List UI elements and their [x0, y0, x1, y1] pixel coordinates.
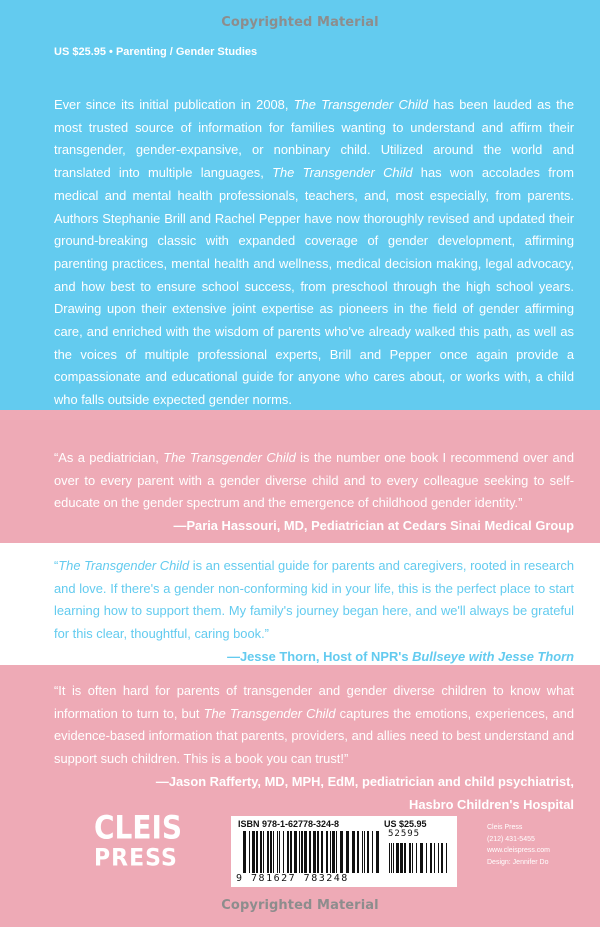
book-description [54, 94, 574, 412]
publisher-phone: (212) 431-5455 [487, 835, 535, 843]
quote-thorn [54, 555, 574, 669]
ean-digits: 9 781627 783248 [236, 873, 349, 884]
blurb-title-2: The Transgender Child [272, 165, 413, 181]
publisher-website: www.cleispress.com [487, 847, 551, 854]
watermark-top: Copyrighted Material [221, 15, 379, 30]
quote-text: “As a pediatrician, [54, 450, 164, 465]
blurb-text-1: Ever since its initial publication in 2008, [54, 97, 294, 112]
quote-text: is the number one book I recommend over and over to every parent with a gender diverse child and to every colleague seeking to self-educate on the gender spectrum and the emergence of childhood gender identity.” [54, 450, 574, 511]
blurb-text-3: has won accolades from medical and mental health professionals, teachers, and, most especially, from parents. Authors Stephanie Brill and Rachel Pepper have now thoroughly revised and updated their ground-breaking classic with expanded coverage of gender development, affirming parenting practices, mental health and wellness, medical decision making, legal advocacy, and how best to ensure school success, from preschool through the high school years. Drawing upon their extensive joint expertise as pioneers in the field of gender affirming care, and enriched with the wisdom of parents who've already walked this path, as well as the voices of multiple professional experts, Brill and Pepper once again provide a compassionate and educational guide for anyone who cares about, or works with, a child who falls outside expected gender norms. [54, 165, 574, 408]
logo-line-1: CLEIS [94, 808, 183, 847]
blurb-title-1: The Transgender Child [293, 97, 428, 112]
quote-text: “ [54, 558, 59, 573]
quote-text: “It is often hard for parents of transgender and gender diverse children to know what information to turn to, but [54, 683, 574, 721]
quote-hassouri [54, 447, 574, 538]
quote-rafferty [54, 680, 574, 816]
addon-digits: 52595 [388, 829, 421, 839]
quote-book-title: The Transgender Child [163, 450, 296, 465]
blurb-text-2: has been lauded as the most trusted source of information for families wanting to understand and affirm their transgender, gender-expansive, or nonbinary child. Utilized around the world and translated into multiple languages, [54, 97, 574, 181]
quote-attribution-line1: —Jason Rafferty, MD, MPH, EdM, pediatrician and child psychiatrist, [155, 773, 574, 789]
publisher-info [487, 822, 550, 868]
barcode-panel [231, 816, 457, 887]
attribution-show-title: Bullseye with Jesse Thorn [412, 648, 574, 664]
quote-book-title: The Transgender Child [58, 558, 190, 573]
cover-designer: Design: Jennifer Do [487, 858, 549, 866]
quote-book-title: The Transgender Child [203, 705, 336, 721]
price-category: US $25.95 • Parenting / Gender Studies [54, 46, 258, 58]
watermark-bottom: Copyrighted Material [221, 898, 379, 913]
attribution-text: —Jesse Thorn, Host of NPR's [227, 648, 413, 664]
cleis-press-logo [94, 808, 183, 878]
quote-text: captures the emotions, experiences, and evidence-based information that parents, providers, and allies need to best understand and support such children. This is a book you can trust!” [54, 705, 574, 767]
quote-attribution [54, 646, 574, 669]
publisher-name: Cleis Press [487, 824, 523, 831]
quote-attribution: —Paria Hassouri, MD, Pediatrician at Cedars Sinai Medical Group [173, 518, 574, 534]
logo-line-2: PRESS [94, 844, 178, 873]
barcode-price: US $25.95 [384, 819, 427, 829]
isbn-label: ISBN 978-1-62778-324-8 [238, 819, 340, 829]
quote-attribution-line2: Hasbro Children's Hospital [409, 796, 574, 812]
quote-text: is an essential guide for parents and caregivers, rooted in research and love. If there's a gender non-conforming kid in your life, this is the perfect place to start learning how to support them. My family's journey began here, and we'll always be grateful for this clear, thoughtful, caring book.” [54, 558, 574, 642]
